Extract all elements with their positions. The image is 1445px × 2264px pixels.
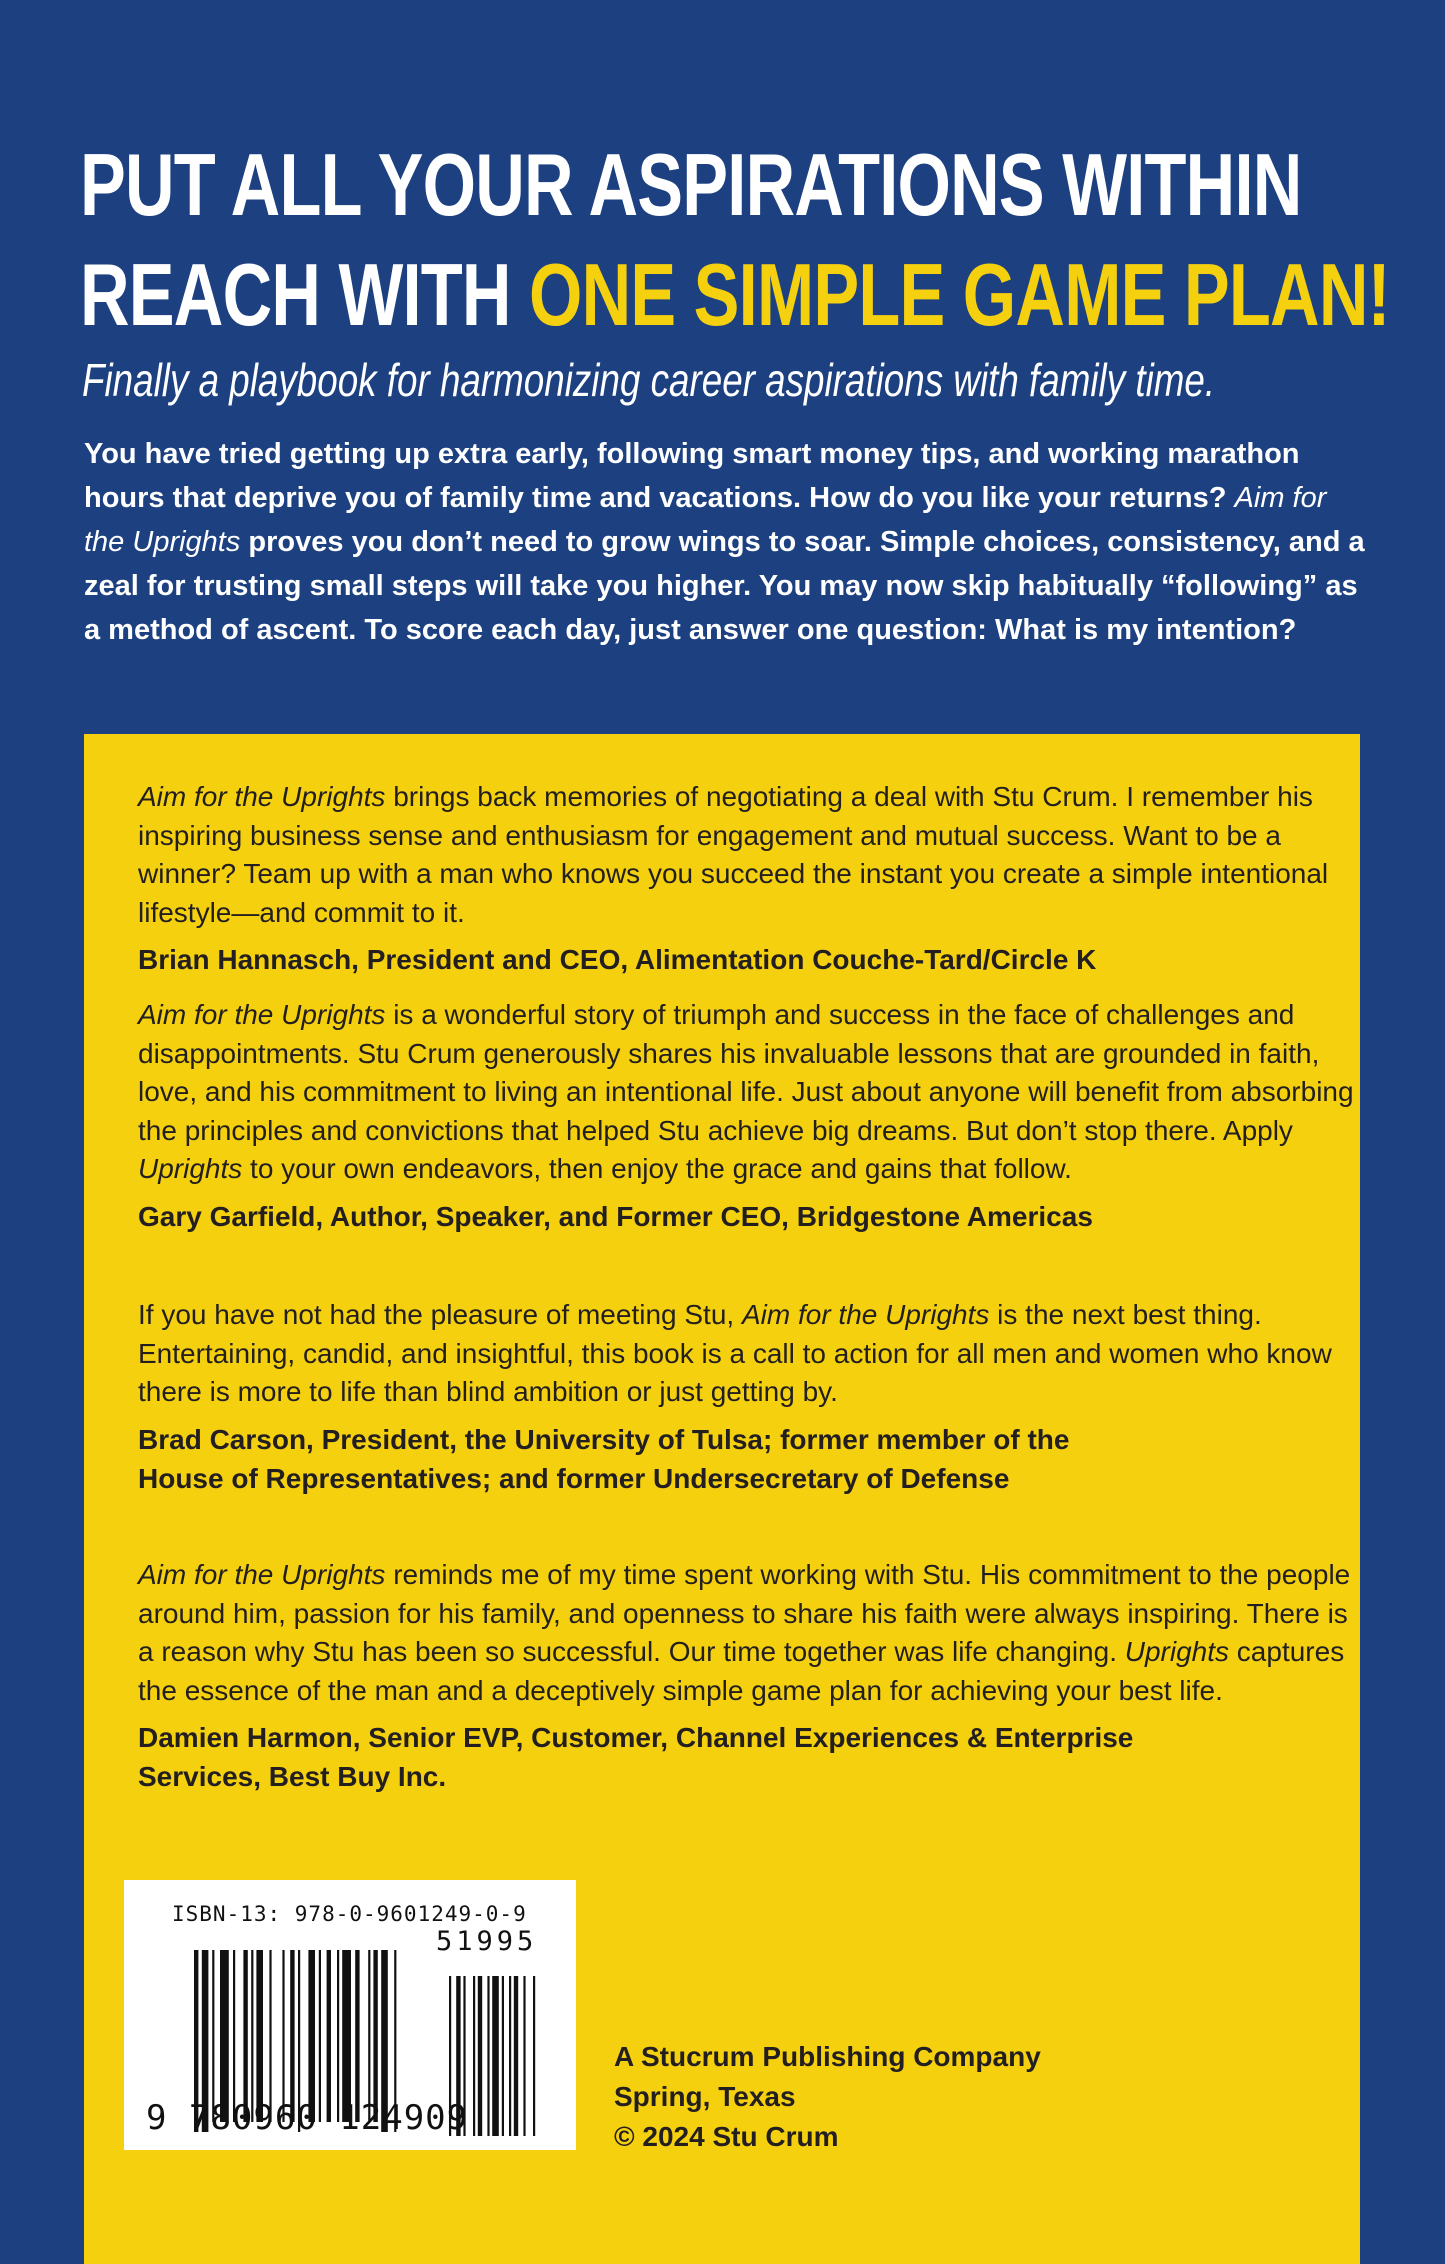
headline-highlight: ONE SIMPLE GAME PLAN!: [528, 245, 1390, 344]
endorsement-text: [138, 778, 1368, 932]
price-barcode-bar: [473, 1976, 475, 2136]
barcode-bar: [342, 1950, 351, 2122]
tagline: Finally a playbook for harmonizing career aspirations with family time.: [82, 354, 1216, 406]
price-barcode-bar: [492, 1976, 499, 2136]
intro-book-title: Aim for the Uprights: [84, 482, 1327, 558]
attribution-line-1: Brad Carson, President, the University of Tulsa; former member of the: [138, 1423, 1070, 1455]
endorsement-3: [138, 1296, 1368, 1498]
intro-text-2: proves you don’t need to grow wings to soar. Simple choices, consistency, and a zeal for trusting small steps will take you higher. You may now skip habitually “following” as a method of ascent. To score each day, just answer one question: What is my intention?: [84, 526, 1365, 646]
endorsement-attribution: [138, 1718, 1368, 1796]
headline-white-part: REACH WITH: [80, 245, 529, 344]
endorsement-text: [138, 996, 1368, 1189]
barcode-group-1: 780960: [188, 2098, 318, 2138]
endorsement-text: [138, 1296, 1368, 1412]
publisher-name: A Stucrum Publishing Company: [614, 2041, 1041, 2072]
barcode-bar: [282, 1950, 284, 2122]
intro-paragraph: [84, 432, 1374, 652]
attribution-line-2: Services, Best Buy Inc.: [138, 1761, 447, 1792]
attribution-line-1: Damien Harmon, Senior EVP, Customer, Channel Experiences & Enterprise: [138, 1722, 1134, 1753]
barcode-bar: [243, 1950, 247, 2122]
barcode-bar: [220, 1950, 229, 2122]
price-barcode-bar: [502, 1976, 504, 2136]
barcode-first-digit: 9: [146, 2098, 168, 2138]
headline-line-1: PUT ALL YOUR ASPIRATIONS WITHIN: [80, 135, 1302, 234]
book-short-title-italic: Uprights: [138, 1153, 243, 1184]
isbn-label: ISBN-13: 978-0-9601249-0-9: [172, 1902, 527, 1926]
price-barcode-bar: [514, 1976, 518, 2136]
barcode-bar: [256, 1950, 263, 2122]
barcode-bar: [327, 1950, 331, 2122]
endorsement-panel: [84, 734, 1360, 2264]
headline: [80, 130, 1406, 350]
endorsement-attribution: [138, 1420, 1368, 1498]
price-code: 51995: [436, 1926, 538, 1957]
price-barcode-bar: [523, 1976, 525, 2136]
endorsement-text: [138, 1556, 1368, 1710]
book-title-italic: Aim for the Uprights: [138, 1559, 386, 1590]
quote-body: reminds me of my time spent working with Stu. His commitment to the people around him, passion for his family, and openness to share his faith were always inspiring. There is a reason why Stu has been so successful. Our time together was life changing.: [138, 1559, 1351, 1667]
book-title-italic: Aim for the Uprights: [138, 781, 386, 812]
price-barcode-bar: [487, 1976, 489, 2136]
quote-body: is a wonderful story of triumph and success in the face of challenges and disappointments. Stu Crum generously shares his invaluable lessons that are grounded in faith, love, and his commitment to living an intentional life. Just about anyone will benefit from absorbing the principles and convictions that helped Stu achieve big dreams. But don’t stop there. Apply: [138, 999, 1354, 1146]
barcode-bar: [233, 1950, 235, 2122]
book-title-italic: Aim for the Uprights: [138, 999, 386, 1030]
barcode-bar: [337, 1950, 339, 2122]
quote-body-end: captures the essence of the man and a deceptively simple game plan for achieving your best life.: [138, 1636, 1345, 1706]
quote-body-end: to your own endeavors, then enjoy the grace and gains that follow.: [242, 1153, 1072, 1184]
barcode-bar: [290, 1950, 294, 2122]
price-barcode-bar: [533, 1976, 535, 2136]
endorsement-attribution: Brian Hannasch, President and CEO, Alimentation Couche-Tard/Circle K: [138, 944, 1097, 975]
headline-line-2: [80, 240, 1406, 350]
barcode-bar: [355, 1950, 359, 2122]
publisher-location: Spring, Texas: [614, 2081, 796, 2112]
price-barcode-bar: [478, 1976, 482, 2136]
endorsement-1: [138, 778, 1368, 979]
publisher-info: [614, 2037, 1041, 2157]
quote-body: brings back memories of negotiating a deal with Stu Crum. I remember his inspiring business sense and enthusiasm for engagement and mutual success. Want to be a winner? Team up with a man who knows you succeed the instant you create a simple intentional lifestyle—and commit to it.: [138, 781, 1329, 928]
copyright: © 2024 Stu Crum: [614, 2121, 839, 2152]
book-title-italic: Aim for the Uprights: [741, 1299, 990, 1330]
attribution-line-2: House of Representatives; and former Undersecretary of Defense: [138, 1462, 1010, 1494]
barcode-bar: [212, 1950, 214, 2122]
barcode-bar: [368, 1950, 370, 2122]
book-short-title-italic: Uprights: [1124, 1636, 1230, 1667]
barcode-bar: [319, 1950, 321, 2122]
quote-body: If you have not had the pleasure of meeting Stu,: [138, 1299, 742, 1330]
endorsement-2: [138, 996, 1368, 1236]
barcode-digits: [146, 2098, 468, 2138]
barcode-bar: [373, 1950, 377, 2122]
barcode-bar: [251, 1950, 253, 2122]
barcode-group-2: 124909: [339, 2098, 469, 2138]
barcode-bar: [308, 1950, 315, 2122]
intro-text-1: You have tried getting up extra early, following smart money tips, and working marathon hours that deprive you of family time and vacations. How do you like your returns?: [84, 438, 1300, 514]
barcode-bar: [269, 1950, 271, 2122]
quote-body-end: is the next best thing. Entertaining, candid, and insightful, this book is a call to action for all men and women who know there is more to life than blind ambition or just getting by.: [138, 1299, 1332, 1407]
endorsement-attribution: Gary Garfield, Author, Speaker, and Former CEO, Bridgestone Americas: [138, 1200, 1093, 1232]
endorsement-4: [138, 1556, 1368, 1796]
price-barcode-bar: [509, 1976, 511, 2136]
isbn-barcode: [124, 1880, 576, 2150]
